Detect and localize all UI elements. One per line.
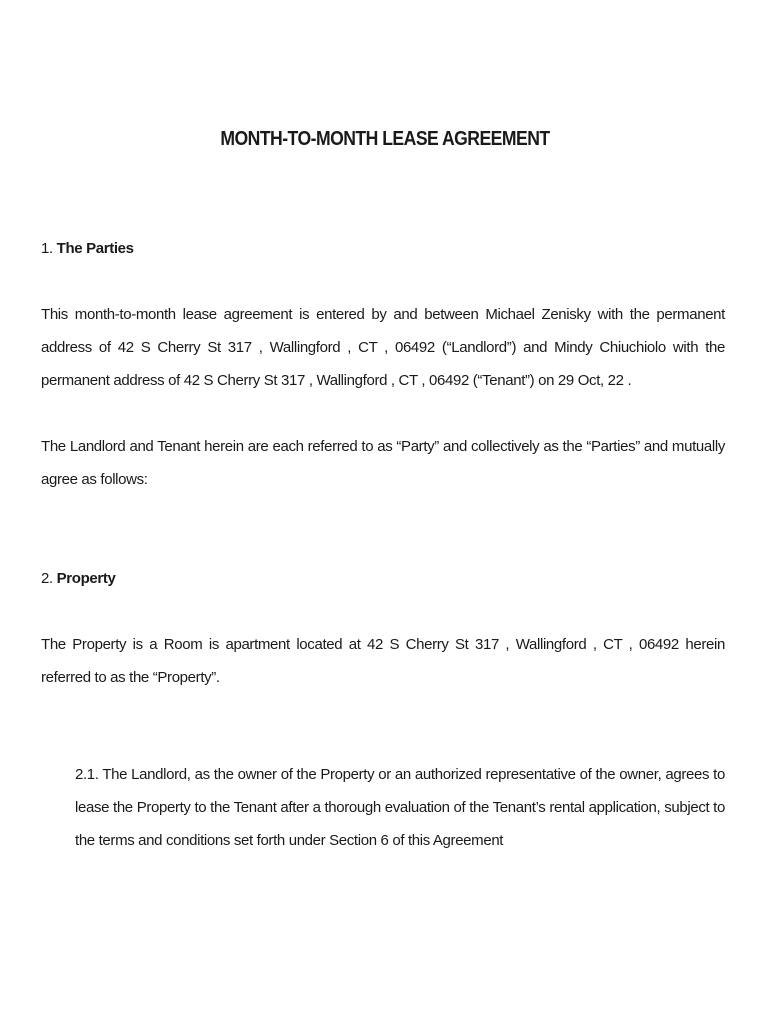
section-1-heading bbox=[41, 240, 134, 257]
property-paragraph: The Property is a Room is apartment located at 42 S Cherry St 317 , Wallingford , CT , 06492 herein referred to as the “Property”. bbox=[41, 636, 725, 686]
section-2-number: 2. bbox=[41, 570, 53, 587]
parties-paragraph: This month-to-month lease agreement is entered by and between Michael Zenisky with the permanent address of 42 S Cherry St 317 , Wallingford , CT , 06492 (“Landlord”) and Mindy Chiuchiolo with the permanent address of 42 S Cherry St 317 , Wallingford , CT , 06492 (“Tenant”) on 29 Oct, 22 . bbox=[41, 306, 725, 389]
section-1-title: The Parties bbox=[56, 240, 134, 257]
document-title: MONTH-TO-MONTH LEASE AGREEMENT bbox=[220, 128, 550, 150]
section-2-title: Property bbox=[56, 570, 116, 587]
section-1-number: 1. bbox=[41, 240, 53, 257]
clause-2-1-paragraph: 2.1. The Landlord, as the owner of the Property or an authorized representative of the owner, agrees to lease the Property to the Tenant after a thorough evaluation of the Tenant’s rental application, subject to the terms and conditions set forth under Section 6 of this Agreement bbox=[75, 766, 725, 849]
section-2-heading bbox=[41, 570, 116, 587]
parties-definition-paragraph: The Landlord and Tenant herein are each referred to as “Party” and collectively as the “Parties” and mutually agree as follows: bbox=[41, 438, 725, 488]
